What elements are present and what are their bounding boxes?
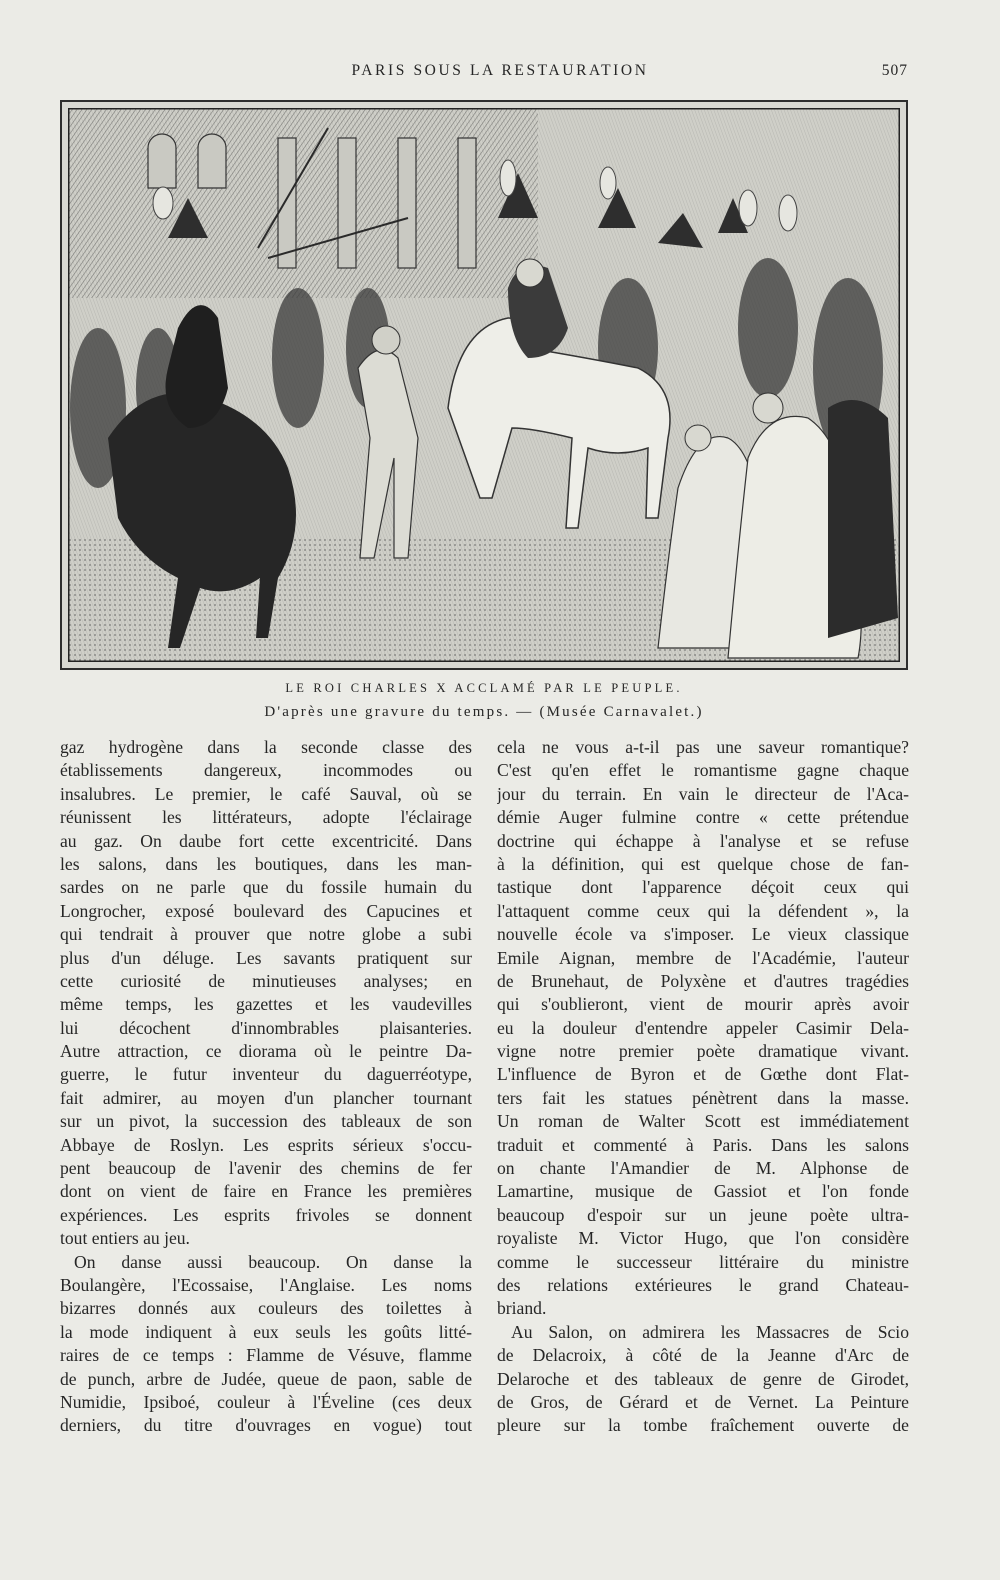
text-line: raires de ce temps : Flamme de Vésuve, flamme <box>60 1345 472 1366</box>
text-line: Abbaye de Roslyn. Les esprits sérieux s'occu- <box>60 1134 472 1155</box>
text-line: tastique dont l'apparence déçoit ceux qui <box>497 877 909 898</box>
engraving-illustration <box>60 100 908 670</box>
running-title: PARIS SOUS LA RESTAURATION <box>351 62 649 79</box>
text-line: insalubres. Le premier, le café Sauval, où se <box>60 783 472 804</box>
text-line: On danse aussi beaucoup. On danse la <box>74 1251 472 1272</box>
running-head <box>0 62 1000 86</box>
text-line: guerre, le futur inventeur du daguerréotype, <box>60 1064 472 1085</box>
text-line: Lamartine, musique de Gassiot et l'on fonde <box>497 1181 909 1202</box>
text-line: Delaroche et des tableaux de genre de Girodet, <box>497 1368 909 1389</box>
text-line: même temps, les gazettes et les vaudevilles <box>60 994 472 1015</box>
text-line: lui décochent d'innombrables plaisanteries. <box>60 1017 472 1038</box>
text-line: cette curiosité de minutieuses analyses; en <box>60 970 472 991</box>
text-line: de Delacroix, à côté de la Jeanne d'Arc de <box>497 1345 909 1366</box>
text-line: Numidie, Ipsiboé, couleur à l'Éveline (ces deux <box>60 1391 472 1412</box>
text-line: démie Auger fulmine contre « cette prétendue <box>497 807 909 828</box>
text-line: jour du terrain. En vain le directeur de l'Aca- <box>497 783 909 804</box>
text-line: doctrine qui échappe à l'analyse et se refuse <box>497 830 909 851</box>
text-line: de Brunehaut, de Polyxène et d'autres tragédies <box>497 970 909 991</box>
text-line: C'est qu'en effet le romantisme gagne chaque <box>497 760 909 781</box>
text-line: plus d'un déluge. Les savants pratiquent sur <box>60 947 472 968</box>
text-line: L'influence de Byron et de Gœthe dont Flat- <box>497 1064 909 1085</box>
text-line: la mode indiquent à eux seuls les goûts litté- <box>60 1321 472 1342</box>
text-line: établissements dangereux, incommodes ou <box>60 760 472 781</box>
text-line: sardes on ne parle que du fossile humain du <box>60 877 472 898</box>
text-line: fait admirer, au moyen d'un plancher tournant <box>60 1087 472 1108</box>
text-line: on chante l'Amandier de M. Alphonse de <box>497 1158 909 1179</box>
engraving-drawing <box>68 108 900 662</box>
text-line: Autre attraction, ce diorama où le peintre Da- <box>60 1041 472 1062</box>
text-line: beaucoup d'espoir sur un jeune poète ultra- <box>497 1204 909 1225</box>
text-line: pent beaucoup de l'avenir des chemins de fer <box>60 1158 472 1179</box>
text-line: réunissent les littérateurs, adopte l'éclairage <box>60 807 472 828</box>
text-line: gaz hydrogène dans la seconde classe des <box>60 737 472 757</box>
text-line: expériences. Les esprits frivoles se donnent <box>60 1204 472 1225</box>
text-line: au gaz. On daube fort cette excentricité. Dans <box>60 830 472 851</box>
page-number: 507 <box>881 62 908 79</box>
text-line: cela ne vous a-t-il pas une saveur romantique? <box>497 737 909 757</box>
text-line: Emile Aignan, membre de l'Académie, l'auteur <box>497 947 909 968</box>
right-column <box>497 736 909 1438</box>
text-line: ters fait les statues pénètrent dans la masse. <box>497 1087 909 1108</box>
figure-caption-title: LE ROI CHARLES X ACCLAMÉ PAR LE PEUPLE. <box>285 681 683 695</box>
text-line: eu la douleur d'entendre appeler Casimir Dela- <box>497 1017 909 1038</box>
text-line: de punch, arbre de Judée, queue de paon, sable de <box>60 1368 472 1389</box>
text-line: traduit et commenté à Paris. Dans les salons <box>497 1134 909 1155</box>
text-line: qui tendrait à prouver que notre globe a subi <box>60 924 472 945</box>
text-line: Au Salon, on admirera les Massacres de Scio <box>511 1321 909 1342</box>
text-line: Boulangère, l'Ecossaise, l'Anglaise. Les noms <box>60 1274 472 1295</box>
text-line: royaliste M. Victor Hugo, que l'on considère <box>497 1228 909 1249</box>
text-line: de Gros, de Gérard et de Vernet. La Peinture <box>497 1391 909 1412</box>
text-line: bizarres donnés aux couleurs des toilettes à <box>60 1298 472 1319</box>
text-line: tout entiers au jeu. <box>60 1228 190 1249</box>
text-line: les salons, dans les boutiques, dans les man- <box>60 853 472 874</box>
text-line: des relations extérieures le grand Chateau- <box>497 1274 909 1295</box>
text-line: l'attaquent comme ceux qui la défendent », la <box>497 900 909 921</box>
left-column <box>60 736 472 1438</box>
text-line: qui s'oublieront, vient de mourir après avoir <box>497 994 909 1015</box>
text-line: comme le successeur littéraire du ministre <box>497 1251 909 1272</box>
text-line: pleure sur la tombe fraîchement ouverte de <box>497 1415 909 1436</box>
text-line: vigne notre premier poète dramatique vivant. <box>497 1041 909 1062</box>
text-line: Longrocher, exposé boulevard des Capucines et <box>60 900 472 921</box>
text-line: sur un pivot, la succession des tableaux de son <box>60 1111 472 1132</box>
text-line: Un roman de Walter Scott est immédiatement <box>497 1111 909 1132</box>
text-line: derniers, du titre d'ouvrages en vogue) tout <box>60 1415 472 1436</box>
text-line: nouvelle école va s'imposer. Le vieux classique <box>497 924 909 945</box>
text-line: briand. <box>497 1298 547 1319</box>
text-line: dont on vient de faire en France les premières <box>60 1181 472 1202</box>
text-line: à la définition, qui est quelque chose de fan- <box>497 853 909 874</box>
figure-caption-source: D'après une gravure du temps. — (Musée Carnavalet.) <box>264 704 704 720</box>
